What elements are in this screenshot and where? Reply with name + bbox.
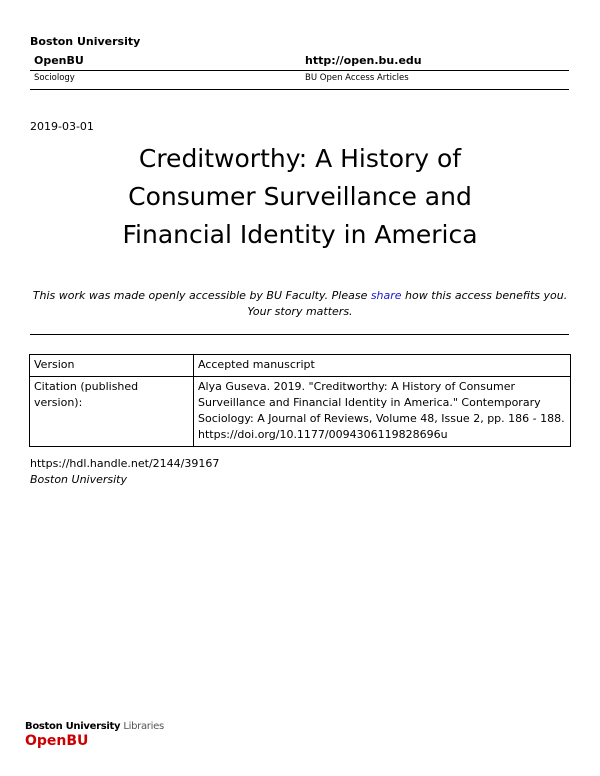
university-name: Boston University (30, 473, 128, 486)
collection-name: BU Open Access Articles (305, 73, 409, 83)
title-line: Financial Identity in America (122, 220, 478, 249)
version-label: Version (30, 355, 194, 377)
share-link[interactable]: share (370, 289, 402, 302)
notice-text-end: how this access benefits you. (401, 289, 568, 302)
logo-line-1 (25, 721, 164, 732)
logo-university: Boston University (25, 721, 121, 732)
repository-name: OpenBU (34, 54, 84, 67)
publication-date: 2019-03-01 (30, 120, 94, 133)
title-line: Consumer Surveillance and (128, 182, 472, 211)
header-row-collection (30, 73, 569, 90)
table-row (30, 355, 571, 377)
repository-url[interactable]: http://open.bu.edu (305, 54, 422, 67)
notice-text: This work was made openly accessible by BU Faculty. Please (32, 289, 371, 302)
divider (30, 334, 569, 335)
notice-tagline: Your story matters. (247, 305, 353, 318)
title-line: Creditworthy: A History of (138, 144, 462, 173)
logo-openbu: OpenBU (25, 733, 89, 749)
header-row-repository (30, 54, 569, 71)
citation-line: Surveillance and Financial Identity in America." Contemporary (198, 396, 541, 409)
handle-link[interactable]: https://hdl.handle.net/2144/39167 (30, 457, 220, 470)
logo-libraries: Libraries (123, 721, 164, 732)
citation-line: Alya Guseva. 2019. "Creditworthy: A History of Consumer (198, 380, 515, 393)
institution-name: Boston University (30, 35, 141, 48)
citation-doi-link[interactable]: https://doi.org/10.1177/0094306119828696u (198, 428, 448, 441)
department-name: Sociology (34, 73, 75, 83)
version-value: Accepted manuscript (194, 355, 571, 377)
citation-line: Sociology: A Journal of Reviews, Volume 48, Issue 2, pp. 186 - 188. (198, 412, 565, 425)
citation-value (194, 377, 571, 447)
citation-label: Citation (published version): (30, 377, 194, 447)
openbu-logo (25, 721, 164, 749)
table-row (30, 377, 571, 447)
access-notice (30, 288, 570, 320)
document-title (60, 140, 540, 254)
metadata-table (29, 354, 571, 447)
